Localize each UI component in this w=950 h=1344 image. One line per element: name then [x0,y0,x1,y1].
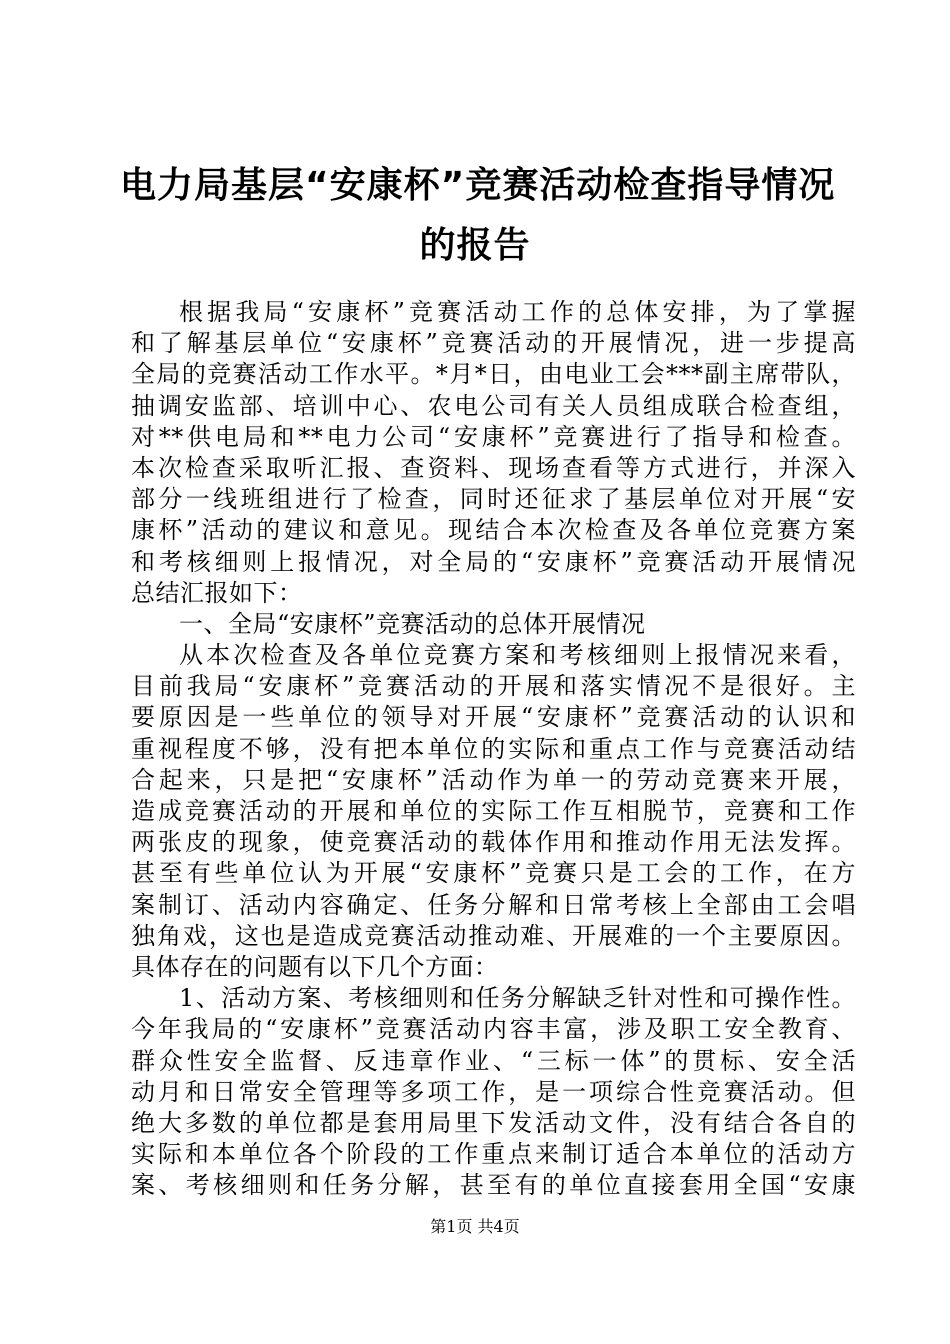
paragraph-line: 根据我局“安康杯”竞赛活动工作的总体安排，为了掌握 [179,298,856,326]
paragraph-line: 独角戏，这也是造成竞赛活动推动难、开展难的一个主要原因。 [131,921,856,950]
paragraph-line: 具体存在的问题有以下几个方面： [131,952,499,981]
paragraph-line: 和考核细则上报情况，对全局的“安康杯”竞赛活动开展情况 [131,547,856,576]
paragraph-line: 今年我局的“安康杯”竞赛活动内容丰富，涉及职工安全教育、 [131,1015,856,1044]
paragraph-line: 群众性安全监督、反违章作业、“三标一体”的贯标、安全活 [131,1046,856,1075]
page-footer: 第1页 共4页 [430,1217,520,1236]
title-line: 电力局基层“安康杯”竞赛活动检查指导情况 [120,165,836,206]
paragraph-line: 对**供电局和**电力公司“安康杯”竞赛进行了指导和检查。 [131,422,856,451]
paragraph-line: 造成竞赛活动的开展和单位的实际工作互相脱节，竞赛和工作 [131,797,856,825]
paragraph-line: 1、活动方案、考核细则和任务分解缺乏针对性和可操作性。 [179,984,856,1013]
paragraph-line: 要原因是一些单位的领导对开展“安康杯”竞赛活动的认识和 [131,703,856,732]
paragraph-line: 部分一线班组进行了检查，同时还征求了基层单位对开展“安 [131,485,856,514]
paragraph-line: 全局的竞赛活动工作水平。*月*日，由电业工会***副主席带队， [131,360,856,389]
paragraph-line: 甚至有些单位认为开展“安康杯”竞赛只是工会的工作，在方 [131,859,856,888]
paragraph-line: 绝大多数的单位都是套用局里下发活动文件，没有结合各自的 [131,1108,856,1137]
paragraph-line: 案、考核细则和任务分解，甚至有的单位直接套用全国“安康 [131,1171,856,1200]
paragraph-line: 两张皮的现象，使竞赛活动的载体作用和推动作用无法发挥。 [131,828,856,857]
paragraph-line: 本次检查采取听汇报、查资料、现场查看等方式进行，并深入 [131,453,856,482]
document-title [120,156,836,276]
paragraph-line: 案制订、活动内容确定、任务分解和日常考核上全部由工会唱 [131,890,856,919]
paragraph-line: 总结汇报如下： [131,578,303,607]
section-heading: 一、全局“安康杯”竞赛活动的总体开展情况 [179,609,646,638]
paragraph-line: 康杯”活动的建议和意见。现结合本次检查及各单位竞赛方案 [131,516,856,545]
paragraph-line: 从本次检查及各单位竞赛方案和考核细则上报情况来看， [179,641,856,670]
paragraph-line: 目前我局“安康杯”竞赛活动的开展和落实情况不是很好。主 [131,672,856,701]
paragraph-line: 实际和本单位各个阶段的工作重点来制订适合本单位的活动方 [131,1140,856,1169]
paragraph-line: 动月和日常安全管理等多项工作，是一项综合性竞赛活动。但 [131,1077,856,1106]
paragraph-line: 重视程度不够，没有把本单位的实际和重点工作与竞赛活动结 [131,734,856,763]
paragraph-line: 合起来，只是把“安康杯”活动作为单一的劳动竞赛来开展， [131,765,856,794]
document-body [131,297,856,1201]
title-line: 的报告 [419,225,531,266]
paragraph-line: 抽调安监部、培训中心、农电公司有关人员组成联合检查组， [131,391,856,420]
paragraph-line: 和了解基层单位“安康杯”竞赛活动的开展情况，进一步提高 [131,329,856,358]
